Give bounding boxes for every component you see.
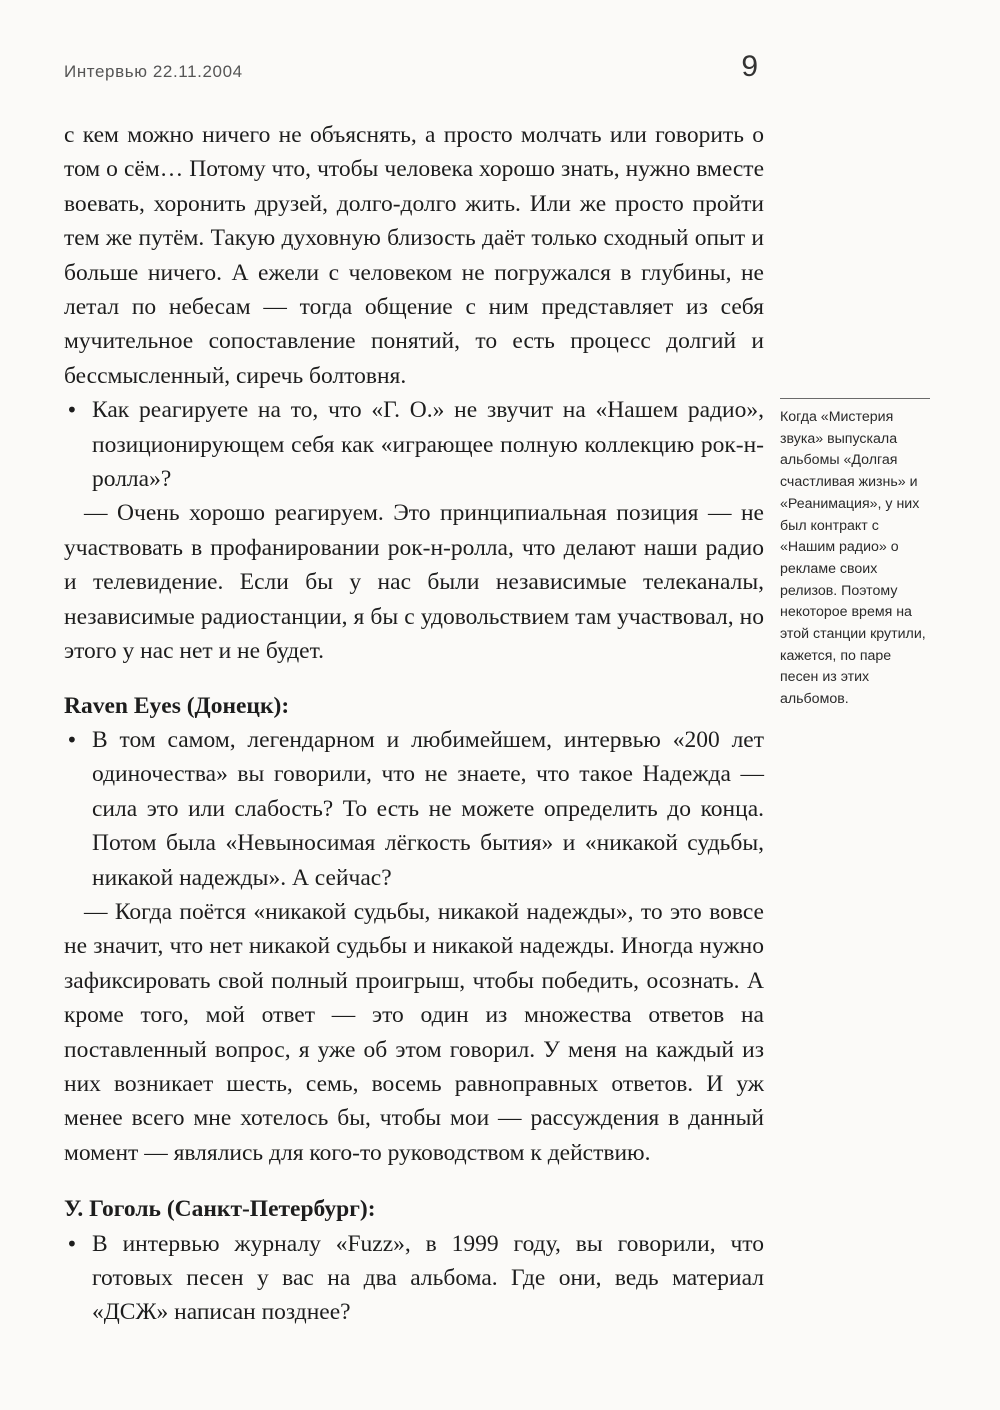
answer-2: — Когда поётся «никакой судьбы, никакой надежды», то это вовсе не значит, что нет никакой судьбы и никакой надежды. Иногда нужно зафиксировать свой полный проигрыш, чтобы победить, осознать. А кроме того, мой ответ — это один из множества ответов на поставленный вопрос, я уже об этом говорил. У меня на каждый из них возникает шесть, семь, восемь равноправных ответов. И уж менее всего мне хотелось бы, чтобы мои — рассуждения в данный момент — являлись для кого-то руководством к действию. [64,898,764,1166]
answer-1: — Очень хорошо реагируем. Это принципиальная позиция — не участвовать в профанировании рок-н-ролла, что делают наши радио и телевидение. Если бы у нас были независимые телеканалы, независимые радиостанции, я бы с удовольствием там участвовал, но этого у нас нет и не будет. [64,500,764,665]
section-heading-raven-eyes: Raven Eyes (Донецк): [64,692,290,719]
page-header [64,50,764,94]
question-1 [64,393,764,496]
margin-sidenote: Когда «Мистерия звука» выпускала альбомы «Долгая счастливая жизнь» и «Реанимация», у них был контракт с «Нашим радио» о рекламе своих релизов. Поэтому некоторое время на этой станции крутили, кажется, по паре песен из этих альбомов. [780,398,930,711]
main-text-column [64,118,764,1330]
question-2 [64,723,764,895]
bullet-icon: • [66,727,78,752]
question-1-text: Как реагируете на то, что «Г. О.» не звучит на «Нашем радио», позиционирующем себя как «играющее полную коллекцию рок-н-ролла»? [92,397,764,493]
section-heading-gogol: У. Гоголь (Санкт-Петербург): [64,1196,376,1223]
page-number: 9 [741,50,758,83]
question-3 [64,1227,764,1330]
question-3-text: В интервью журналу «Fuzz», в 1999 году, вы говорили, что готовых песен у вас на два альбома. Где они, ведь материал «ДСЖ» написан позднее? [92,1230,764,1326]
bullet-icon: • [66,1231,78,1256]
running-title: Интервью 22.11.2004 [64,62,243,81]
question-2-text: В том самом, легендарном и любимейшем, интервью «200 лет одиночества» вы говорили, что не знаете, что такое Надежда — сила это или слабость? То есть не можете определить до конца. Потом была «Невыносимая лёгкость бытия» и «никакой судьбы, никакой надежды». А сейчас? [92,726,764,891]
bullet-icon: • [66,398,78,423]
paragraph-continuation: с кем можно ничего не объяснять, а просто молчать или говорить о том о сём… Потому что, чтобы человека хорошо знать, нужно вместе воевать, хоронить друзей, долго-долго жить. Или же просто пройти тем же путём. Такую духовную близость даёт только сходный опыт и больше ничего. А ежели с человеком не погружался в глубины, не летал по небесам — тогда общение с ним представляет из себя мучительное сопоставление понятий, то есть процесс долгий и бессмысленный, сиречь болтовня. [64,122,764,389]
